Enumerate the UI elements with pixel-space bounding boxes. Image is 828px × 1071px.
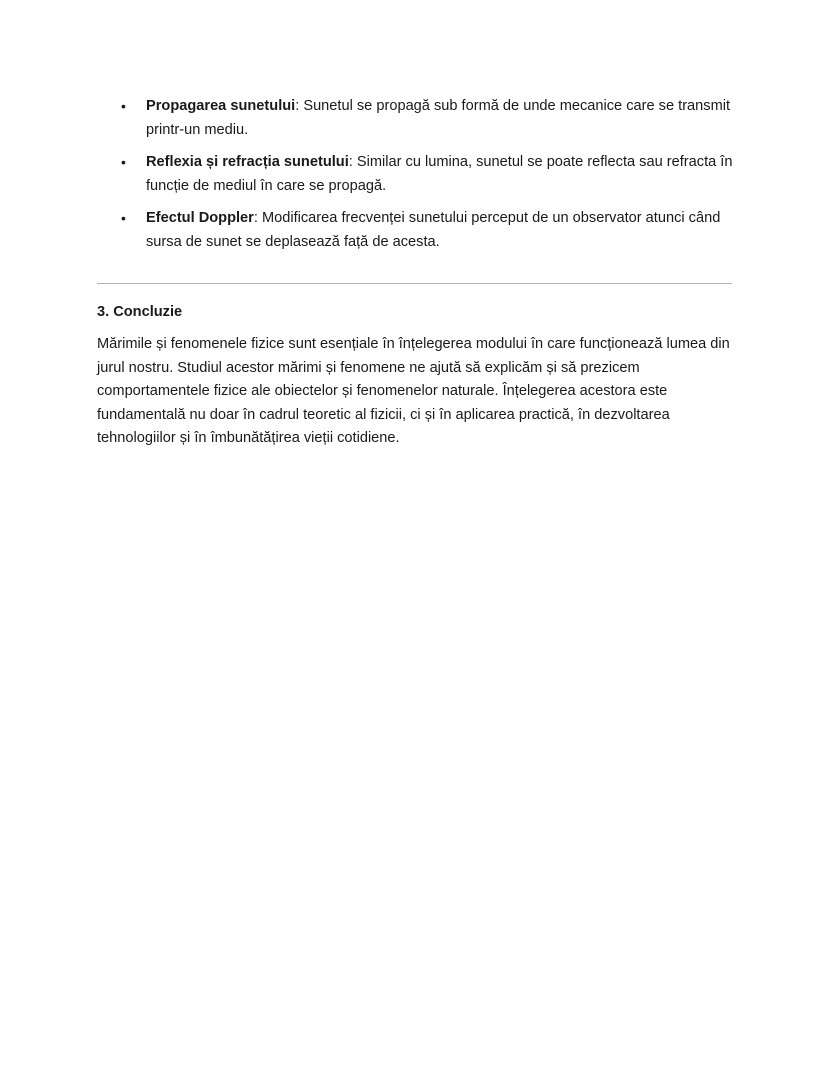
bullet-icon: • [121, 210, 126, 226]
bullet-term: Reflexia și refracția sunetului [146, 154, 349, 170]
bullet-separator: : [348, 154, 353, 170]
bullet-list [97, 95, 737, 263]
bullet-separator: : [253, 210, 258, 226]
list-item [97, 151, 737, 198]
bullet-icon: • [121, 154, 126, 170]
bullet-icon: • [121, 98, 126, 114]
section-heading: 3. Concluzie [97, 304, 183, 320]
bullet-text: Modificarea frecvenței sunetului perceput de un observator atunci când sursa de sunet se deplasează față de acesta. [146, 210, 721, 250]
list-item [97, 207, 737, 254]
bullet-term: Propagarea sunetului [146, 98, 296, 114]
bullet-text: Sunetul se propagă sub formă de unde mecanice care se transmit printr-un mediu. [146, 98, 731, 138]
bullet-separator: : [295, 98, 300, 114]
horizontal-divider [97, 283, 732, 284]
bullet-term: Efectul Doppler [146, 210, 254, 226]
conclusion-paragraph: Mărimile și fenomenele fizice sunt esențiale în înțelegerea modului în care funcționează lumea din jurul nostru. Studiul acestor mărimi și fenomene ne ajută să explicăm și să prezicem comportamentele fizice ale obiectelor și fenomenelor naturale. Înțelegerea acestora este fundamentală nu doar în cadrul teoretic al fizicii, ci și în aplicarea practică, în dezvoltarea tehnologiilor și în îmbunătățirea vieții cotidiene. [97, 336, 730, 446]
list-item [97, 95, 737, 142]
bullet-text: Similar cu lumina, sunetul se poate reflecta sau refracta în funcție de mediul în care se propagă. [146, 154, 733, 194]
